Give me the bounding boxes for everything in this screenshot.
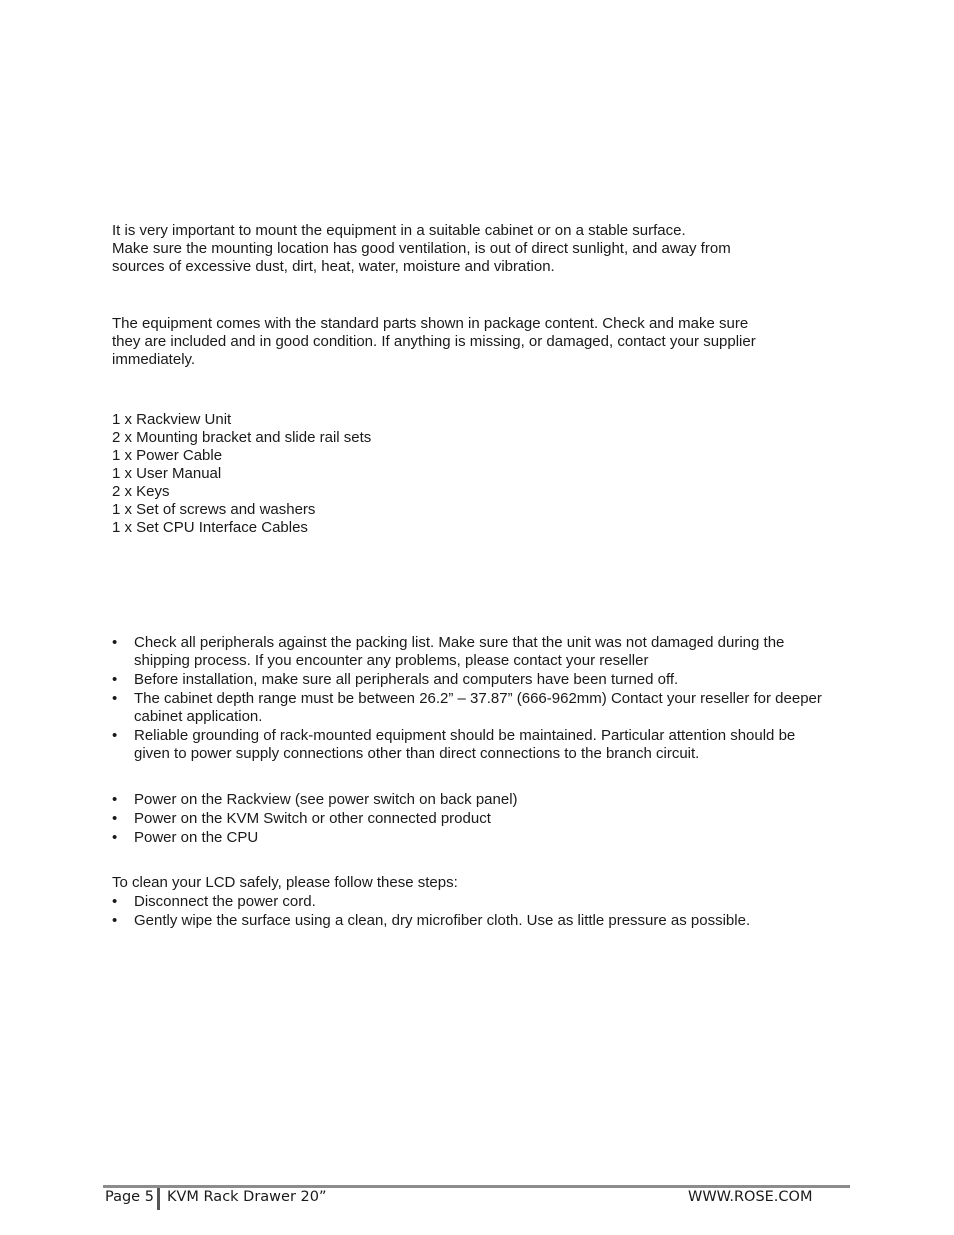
- bullet-item: [112, 727, 832, 763]
- bullet-text: Power on the KVM Switch or other connected product: [134, 810, 491, 827]
- bullet-text: Disconnect the power cord.: [134, 893, 316, 910]
- list-item: 2 x Keys: [112, 483, 170, 500]
- mounting-line-3: sources of excessive dust, dirt, heat, water, moisture and vibration.: [112, 258, 555, 275]
- unpacking-line-3: immediately.: [112, 351, 196, 368]
- bullet-icon: •: [112, 893, 118, 910]
- list-item: 1 x Power Cable: [112, 447, 223, 464]
- bullet-item: [112, 912, 832, 930]
- unpacking-paragraph: [112, 315, 832, 369]
- bullet-icon: •: [112, 829, 118, 846]
- bullet-text: Reliable grounding of rack-mounted equipment should be maintained. Particular attention should be given to power supply connections other than direct connections to the branch circuit.: [134, 727, 796, 762]
- footer-separator: [157, 1188, 160, 1210]
- bullet-icon: •: [112, 727, 118, 744]
- bullet-icon: •: [112, 912, 118, 929]
- bullet-icon: •: [112, 810, 118, 827]
- list-item: 1 x Rackview Unit: [112, 411, 232, 428]
- bullet-icon: •: [112, 791, 118, 808]
- bullet-icon: •: [112, 690, 118, 707]
- list-item: 1 x Set of screws and washers: [112, 501, 316, 518]
- list-item: 1 x Set CPU Interface Cables: [112, 519, 308, 536]
- list-item: 1 x User Manual: [112, 465, 222, 482]
- before-installation-list: [112, 634, 832, 764]
- bullet-icon: •: [112, 634, 118, 651]
- bullet-text: Power on the Rackview (see power switch on back panel): [134, 791, 518, 808]
- bullet-text: Check all peripherals against the packing list. Make sure that the unit was not damaged during the shipping process. If you encounter any problems, please contact your reseller: [134, 634, 785, 669]
- bullet-item: [112, 810, 832, 828]
- mounting-line-2: Make sure the mounting location has good ventilation, is out of direct sunlight, and away from: [112, 240, 731, 257]
- bullet-text: Gently wipe the surface using a clean, dry microfiber cloth. Use as little pressure as possible.: [134, 912, 751, 929]
- package-contents-list: [112, 411, 832, 537]
- bullet-icon: •: [112, 671, 118, 688]
- mounting-paragraph: [112, 222, 832, 276]
- website-link[interactable]: WWW.ROSE.COM: [688, 1189, 813, 1205]
- mounting-line-1: It is very important to mount the equipment in a suitable cabinet or on a stable surface.: [112, 222, 686, 239]
- bullet-text: Power on the CPU: [134, 829, 259, 846]
- bullet-text: The cabinet depth range must be between 26.2” – 37.87” (666-962mm) Contact your reseller for deeper cabinet application.: [134, 690, 822, 725]
- cleaning-intro-text: To clean your LCD safely, please follow these steps:: [112, 874, 458, 891]
- bullet-item: [112, 791, 832, 809]
- bullet-item: [112, 634, 832, 670]
- unpacking-line-1: The equipment comes with the standard parts shown in package content. Check and make sure: [112, 315, 749, 332]
- bullet-item: [112, 690, 832, 726]
- page-footer: [103, 1188, 850, 1212]
- list-item: 2 x Mounting bracket and slide rail sets: [112, 429, 372, 446]
- bullet-item: [112, 671, 832, 689]
- unpacking-line-2: they are included and in good condition. If anything is missing, or damaged, contact your supplier: [112, 333, 756, 350]
- bullet-item: [112, 829, 832, 847]
- bullet-text: Before installation, make sure all peripherals and computers have been turned off.: [134, 671, 679, 688]
- bullet-item: [112, 893, 832, 911]
- page-number: Page 5: [105, 1189, 154, 1205]
- product-name: KVM Rack Drawer 20”: [167, 1189, 327, 1205]
- cleaning-intro: [112, 874, 832, 892]
- cleaning-list: [112, 893, 832, 931]
- power-on-list: [112, 791, 832, 848]
